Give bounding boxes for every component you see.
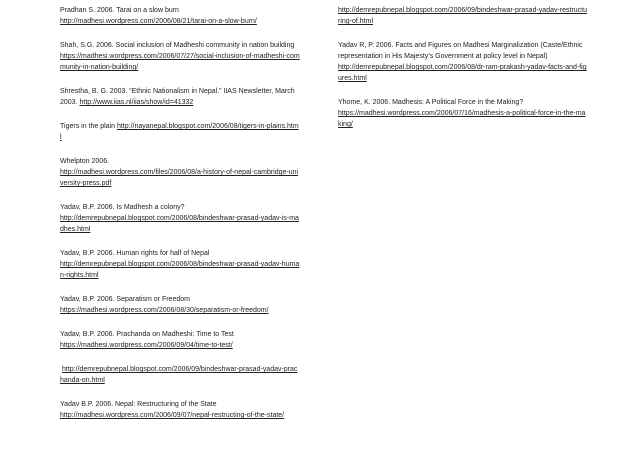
reference-link[interactable]: http://demrepubnepal.blogspot.com/2006/08/bindeshwar-prasad-yadav-human-rights.html: [60, 261, 300, 279]
reference-link[interactable]: http://madhesi.wordpress.com/2006/08/21/tarai-on-a-slow-burn/: [60, 18, 257, 25]
reference-text: Yadav, B.P. 2006. Human rights for half of Nepal: [60, 250, 210, 257]
reference-link[interactable]: https://madhesi.wordpress.com/2006/08/30/separatism-or-freedom/: [60, 307, 269, 314]
reference-entry: [338, 5, 588, 27]
reference-text: Yadav, B.P. 2006. Separatism or Freedom: [60, 296, 190, 303]
reference-entry: [60, 156, 300, 189]
reference-text: Shrestha, B. G. 2003. “Ethnic Nationalism in Nepal.” IIAS Newsletter, March 2003.: [60, 88, 295, 106]
reference-text: Yhome, K. 2006. Madhesis: A Political Force in the Making?: [338, 99, 524, 106]
reference-text: Yadav B.P. 2006. Nepal: Restructuring of the State: [60, 401, 217, 408]
reference-entry: [60, 364, 300, 386]
reference-link[interactable]: http://madhesi.wordpress.com/files/2006/08/a-history-of-nepal-cambridge-university-press.pdf: [60, 169, 299, 187]
reference-text: Tigers in the plain: [60, 123, 115, 130]
reference-entry: [60, 248, 300, 281]
reference-entry: [60, 202, 300, 235]
reference-link[interactable]: http://demrepubnepal.blogspot.com/2006/09/bindeshwar-prasad-yadav-restructuring-of.html: [338, 7, 588, 25]
reference-entry: [338, 40, 588, 84]
reference-entry: [60, 40, 300, 73]
reference-link[interactable]: http://nayanepal.blogspot.com/2006/08/tigers-in-plains.html: [60, 123, 299, 141]
reference-link[interactable]: http://demrepubnepal.blogspot.com/2006/08/dr-ram-prakash-yadav-facts-and-figures.html: [338, 64, 587, 82]
reference-link[interactable]: http://www.iias.nl/iias/show/id=41332: [79, 99, 194, 106]
reference-text: Yadav, B.P. 2006. Prachanda on Madheshi: Time to Test: [60, 331, 234, 338]
reference-link[interactable]: https://madhesi.wordpress.com/2006/07/27/social-inclusion-of-madheshi-community-in-nation-building/: [60, 53, 300, 71]
reference-link[interactable]: http://demrepubnepal.blogspot.com/2006/09/bindeshwar-prasad-yadav-prachanda-on.html: [60, 366, 298, 384]
reference-entry: [60, 121, 300, 143]
reference-entry: [60, 86, 300, 108]
reference-link[interactable]: http://demrepubnepal.blogspot.com/2006/08/bindeshwar-prasad-yadav-is-madhes.html: [60, 215, 299, 233]
reference-entry: [60, 329, 300, 351]
references-right-column: [338, 5, 588, 143]
reference-link[interactable]: https://madhesi.wordpress.com/2006/09/04/time-to-test/: [60, 342, 233, 349]
reference-text: Whelpton 2006.: [60, 158, 110, 165]
reference-text: Shah, S.G. 2006. Social inclusion of Madheshi community in nation building: [60, 42, 295, 49]
references-left-column: [60, 5, 300, 434]
reference-entry: [338, 97, 588, 130]
reference-text: Yadav R, P. 2006. Facts and Figures on Madhesi Marginalization (Caste/Ethnic representation in His Majesty’s Government at policy level in Nepal): [338, 42, 583, 60]
reference-entry: [60, 5, 300, 27]
reference-entry: [60, 294, 300, 316]
reference-text: Pradhan S. 2006. Tarai on a slow burn: [60, 7, 179, 14]
reference-entry: [60, 399, 300, 421]
reference-link[interactable]: http://madhesi.wordpress.com/2006/09/07/nepal-restructing-of-the-state/: [60, 412, 285, 419]
reference-link[interactable]: https://madhesi.wordpress.com/2006/07/16/madhesis-a-political-force-in-the-making/: [338, 110, 586, 128]
reference-text: Yadav, B.P. 2006. Is Madhesh a colony?: [60, 204, 185, 211]
